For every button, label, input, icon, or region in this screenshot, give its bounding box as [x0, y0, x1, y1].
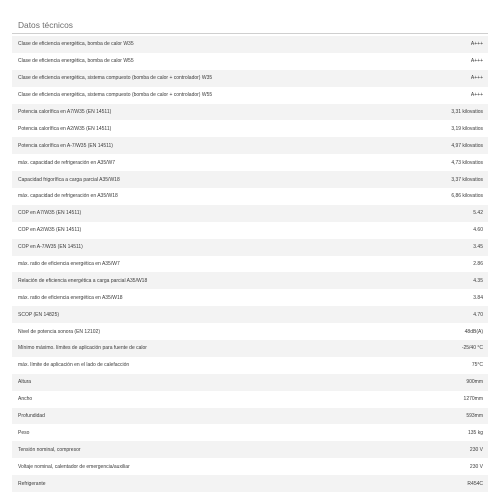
spec-value: -25/40 °C: [461, 345, 483, 352]
spec-label: Refrigerante: [18, 480, 46, 487]
spec-value: 3,19 kilovatios: [451, 125, 483, 132]
table-row: [12, 323, 488, 340]
table-row: [12, 340, 488, 357]
spec-label: Profundidad: [18, 413, 45, 420]
table-row: [12, 120, 488, 137]
table-row: [12, 272, 488, 289]
spec-label: Clase de eficiencia energética, sistema compuesto (bomba de calor + controlador) W55: [18, 92, 213, 99]
spec-label: SCOP (EN 14825): [18, 311, 60, 318]
spec-value: 75°C: [471, 362, 483, 369]
spec-value: 230 V: [469, 463, 483, 470]
spec-value: 4.70: [473, 311, 483, 318]
spec-label: COP en A7/W35 (EN 14511): [18, 210, 82, 217]
spec-value: 4.60: [473, 227, 483, 234]
technical-data-list: [12, 36, 488, 492]
table-row: [12, 256, 488, 273]
spec-label: máx. capacidad de refrigeración en A35/W7: [18, 159, 115, 166]
table-row: [12, 205, 488, 222]
spec-label: Ancho: [18, 396, 33, 403]
spec-label: Clase de eficiencia energética, bomba de calor W35: [18, 41, 134, 48]
spec-label: Mínimo máximo. límites de aplicación para fuente de calor: [18, 345, 147, 352]
spec-value: 3.84: [473, 294, 483, 301]
table-row: [12, 87, 488, 104]
table-row: [12, 188, 488, 205]
spec-value: 5.42: [473, 210, 483, 217]
table-row: [12, 408, 488, 425]
spec-value: 4,73 kilovatios: [451, 159, 483, 166]
table-row: [12, 36, 488, 53]
spec-value: A+++: [470, 75, 483, 82]
spec-value: 4,97 kilovatios: [451, 142, 483, 149]
spec-value: 1270mm: [463, 396, 483, 403]
table-row: [12, 104, 488, 121]
table-row: [12, 306, 488, 323]
spec-label: Peso: [18, 429, 30, 436]
section-title: Datos técnicos: [12, 17, 488, 34]
spec-value: A+++: [470, 92, 483, 99]
spec-value: R454C: [467, 480, 483, 487]
spec-value: 6,86 kilovatios: [451, 193, 483, 200]
spec-value: 900mm: [466, 379, 483, 386]
table-row: [12, 53, 488, 70]
table-row: [12, 441, 488, 458]
spec-label: máx. ratio de eficiencia energética en A35/W18: [18, 294, 123, 301]
spec-label: máx. límite de aplicación en el lado de calefacción: [18, 362, 130, 369]
spec-value: 4.35: [473, 277, 483, 284]
table-row: [12, 289, 488, 306]
table-row: [12, 70, 488, 87]
spec-value: 48dB(A): [464, 328, 483, 335]
table-row: [12, 391, 488, 408]
spec-value: 230 V: [469, 446, 483, 453]
spec-label: Voltaje nominal, calentador de emergencia/auxiliar: [18, 463, 130, 470]
spec-label: COP en A-7/W35 (EN 14511): [18, 244, 83, 251]
table-row: [12, 154, 488, 171]
spec-value: A+++: [470, 41, 483, 48]
spec-value: 135 kg: [467, 429, 483, 436]
spec-label: Clase de eficiencia energética, bomba de calor W55: [18, 58, 134, 65]
spec-value: 2.86: [473, 261, 483, 268]
table-row: [12, 357, 488, 374]
table-row: [12, 137, 488, 154]
table-row: [12, 458, 488, 475]
table-row: [12, 171, 488, 188]
technical-data-panel: [12, 17, 488, 492]
spec-label: máx. ratio de eficiencia energética en A35/W7: [18, 261, 120, 268]
spec-label: Nivel de potencia sonora (EN 12102): [18, 328, 100, 335]
spec-label: Potencia calorífica en A7/W35 (EN 14511): [18, 109, 112, 115]
spec-label: Tensión nominal, compresor: [18, 446, 81, 453]
spec-label: COP en A2/W35 (EN 14511): [18, 227, 82, 234]
spec-value: 3,31 kilovatios: [451, 109, 483, 115]
table-row: [12, 374, 488, 391]
spec-value: 593mm: [466, 413, 483, 420]
spec-label: Potencia calorífica en A2/W35 (EN 14511): [18, 125, 112, 132]
spec-value: 3,37 kilovatios: [451, 176, 483, 183]
spec-value: A+++: [470, 58, 483, 65]
spec-label: Clase de eficiencia energética, sistema compuesto (bomba de calor + controlador) W35: [18, 75, 213, 82]
spec-label: Capacidad frigorífica a carga parcial A35/W18: [18, 176, 120, 183]
spec-label: máx. capacidad de refrigeración en A35/W18: [18, 193, 118, 200]
spec-label: Altura: [18, 379, 32, 386]
table-row: [12, 239, 488, 256]
spec-value: 3.45: [473, 244, 483, 251]
spec-label: Potencia calorífica en A-7/W35 (EN 14511): [18, 142, 113, 149]
table-row: [12, 222, 488, 239]
table-row: [12, 424, 488, 441]
table-row: [12, 475, 488, 492]
spec-label: Relación de eficiencia energética a carga parcial A35/W18: [18, 277, 148, 284]
